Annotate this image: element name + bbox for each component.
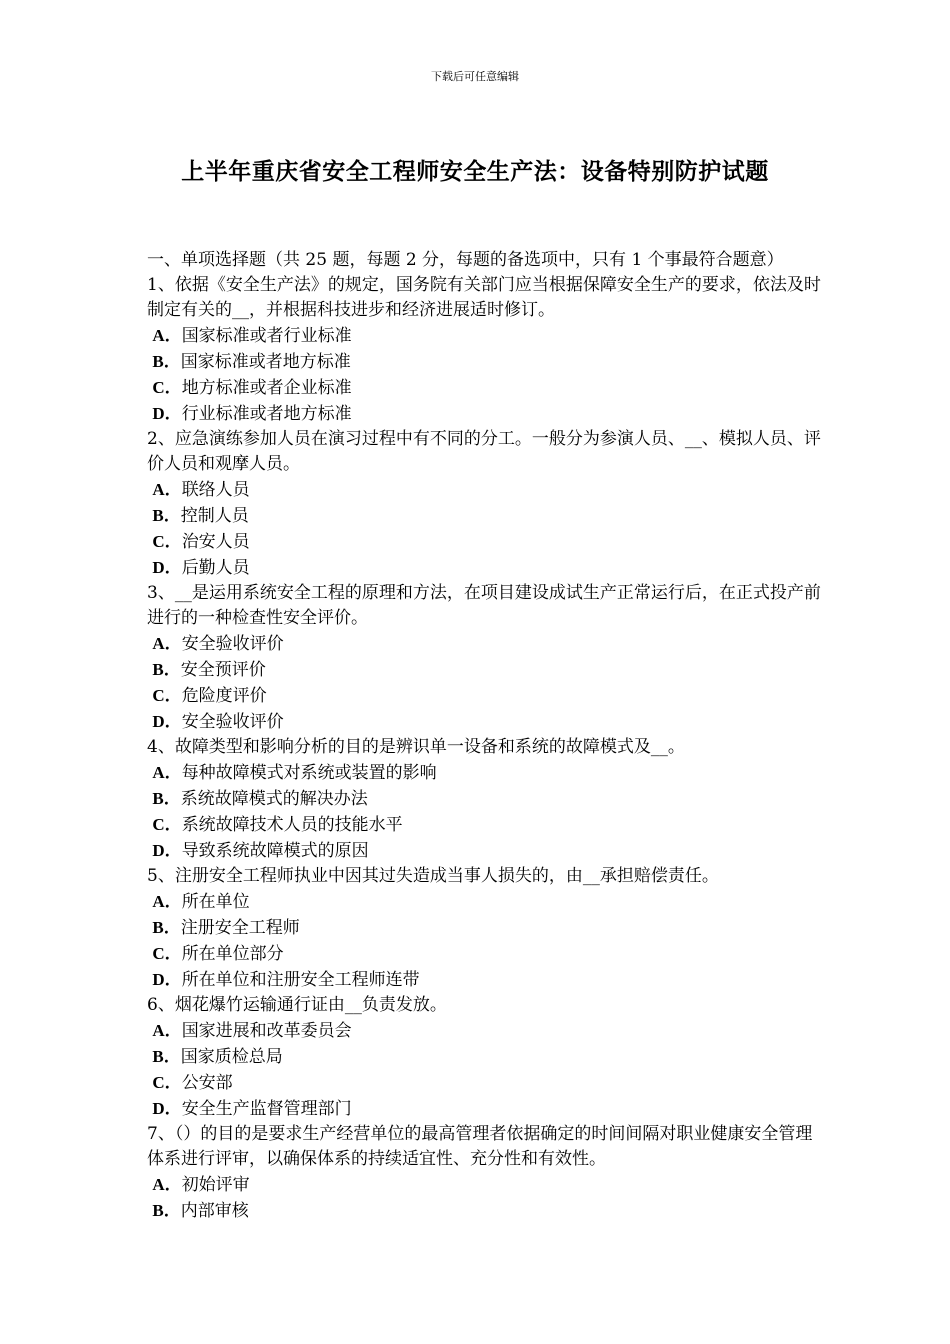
option-text: 系统故障模式的解决办法 — [180, 789, 368, 809]
option-letter: D． — [152, 841, 182, 860]
answer-option — [147, 375, 827, 401]
option-letter: B． — [152, 352, 181, 371]
answer-option — [147, 1172, 827, 1198]
option-text: 所在单位部分 — [181, 944, 284, 964]
question-item — [147, 273, 827, 427]
document-body — [147, 248, 827, 1224]
question-item — [147, 1122, 827, 1224]
option-letter: A． — [152, 1021, 182, 1040]
question-stem: 3、__是运用系统安全工程的原理和方法，在项目建设成试生产正常运行后，在正式投产前进行的一种检查性安全评价。 — [147, 583, 821, 628]
option-letter: B． — [152, 918, 181, 937]
option-letter: C． — [152, 815, 182, 834]
option-letter: A． — [152, 1175, 182, 1194]
question-list — [147, 273, 827, 1224]
option-text: 国家标准或者地方标准 — [180, 352, 351, 372]
answer-option — [147, 941, 827, 967]
option-text: 公安部 — [181, 1073, 233, 1093]
option-letter: C． — [152, 378, 182, 397]
question-stem: 4、故障类型和影响分析的目的是辨识单一设备和系统的故障模式及__。 — [147, 737, 685, 757]
header-note: 下载后可任意编辑 — [431, 70, 519, 83]
option-letter: B． — [152, 660, 181, 679]
answer-option — [147, 786, 827, 812]
answer-option — [147, 349, 827, 375]
question-item — [147, 427, 827, 581]
answer-option — [147, 1096, 827, 1122]
answer-option — [147, 1070, 827, 1096]
answer-option — [147, 529, 827, 555]
question-stem: 2、应急演练参加人员在演习过程中有不同的分工。一般分为参演人员、__、模拟人员、评价人员和观摩人员。 — [147, 429, 821, 474]
answer-option — [147, 631, 827, 657]
option-text: 安全验收评价 — [181, 634, 284, 654]
option-text: 安全预评价 — [180, 660, 266, 680]
section-heading: 一、单项选择题（共 25 题，每题 2 分，每题的备选项中，只有 1 个事最符合题意） — [147, 250, 784, 270]
question-stem: 6、烟花爆竹运输通行证由__负责发放。 — [147, 995, 447, 1015]
answer-option — [147, 683, 827, 709]
answer-option — [147, 915, 827, 941]
option-letter: C． — [152, 1073, 182, 1092]
option-letter: C． — [152, 686, 182, 705]
option-text: 系统故障技术人员的技能水平 — [181, 815, 403, 835]
option-text: 安全验收评价 — [181, 712, 284, 732]
answer-option — [147, 657, 827, 683]
answer-option — [147, 1018, 827, 1044]
question-item — [147, 581, 827, 735]
question-stem: 7、（）的目的是要求生产经营单位的最高管理者依据确定的时间间隔对职业健康安全管理体系进行评审，以确保体系的持续适宜性、充分性和有效性。 — [147, 1124, 813, 1169]
answer-option — [147, 555, 827, 581]
option-text: 所在单位 — [181, 892, 250, 912]
answer-option — [147, 1044, 827, 1070]
answer-option — [147, 760, 827, 786]
answer-option — [147, 323, 827, 349]
answer-option — [147, 1198, 827, 1224]
answer-option — [147, 477, 827, 503]
option-text: 国家质检总局 — [180, 1047, 283, 1067]
question-item — [147, 864, 827, 993]
option-text: 初始评审 — [181, 1175, 250, 1195]
option-text: 导致系统故障模式的原因 — [181, 841, 369, 861]
option-text: 每种故障模式对系统或装置的影响 — [181, 763, 437, 783]
answer-option — [147, 889, 827, 915]
question-item — [147, 993, 827, 1122]
option-text: 地方标准或者企业标准 — [181, 378, 352, 398]
option-text: 危险度评价 — [181, 686, 267, 706]
option-letter: D． — [152, 712, 182, 731]
option-letter: D． — [152, 1099, 182, 1118]
option-letter: B． — [152, 789, 181, 808]
answer-option — [147, 812, 827, 838]
option-letter: A． — [152, 763, 182, 782]
option-letter: C． — [152, 944, 182, 963]
question-item — [147, 735, 827, 864]
option-text: 安全生产监督管理部门 — [181, 1099, 352, 1119]
question-stem: 1、依据《安全生产法》的规定，国务院有关部门应当根据保障安全生产的要求，依法及时制定有关的__，并根据科技进步和经济进展适时修订。 — [147, 275, 821, 320]
answer-option — [147, 503, 827, 529]
document-title: 上半年重庆省安全工程师安全生产法：设备特别防护试题 — [181, 158, 769, 185]
answer-option — [147, 401, 827, 427]
question-stem: 5、注册安全工程师执业中因其过失造成当事人损失的，由__承担赔偿责任。 — [147, 866, 719, 886]
option-text: 所在单位和注册安全工程师连带 — [181, 970, 420, 990]
answer-option — [147, 709, 827, 735]
option-text: 注册安全工程师 — [180, 918, 300, 938]
option-text: 国家进展和改革委员会 — [181, 1021, 352, 1041]
option-letter: D． — [152, 970, 182, 989]
answer-option — [147, 838, 827, 864]
option-text: 国家标准或者行业标准 — [181, 326, 352, 346]
option-letter: C． — [152, 532, 182, 551]
option-text: 内部审核 — [180, 1201, 249, 1221]
option-letter: D． — [152, 404, 182, 423]
option-letter: A． — [152, 480, 182, 499]
answer-option — [147, 967, 827, 993]
option-letter: A． — [152, 892, 182, 911]
option-text: 后勤人员 — [181, 558, 250, 578]
option-letter: B． — [152, 1201, 181, 1220]
option-letter: A． — [152, 326, 182, 345]
option-text: 治安人员 — [181, 532, 250, 552]
option-text: 联络人员 — [181, 480, 250, 500]
option-text: 控制人员 — [180, 506, 249, 526]
option-letter: B． — [152, 1047, 181, 1066]
option-text: 行业标准或者地方标准 — [181, 404, 352, 424]
option-letter: A． — [152, 634, 182, 653]
option-letter: B． — [152, 506, 181, 525]
option-letter: D． — [152, 558, 182, 577]
